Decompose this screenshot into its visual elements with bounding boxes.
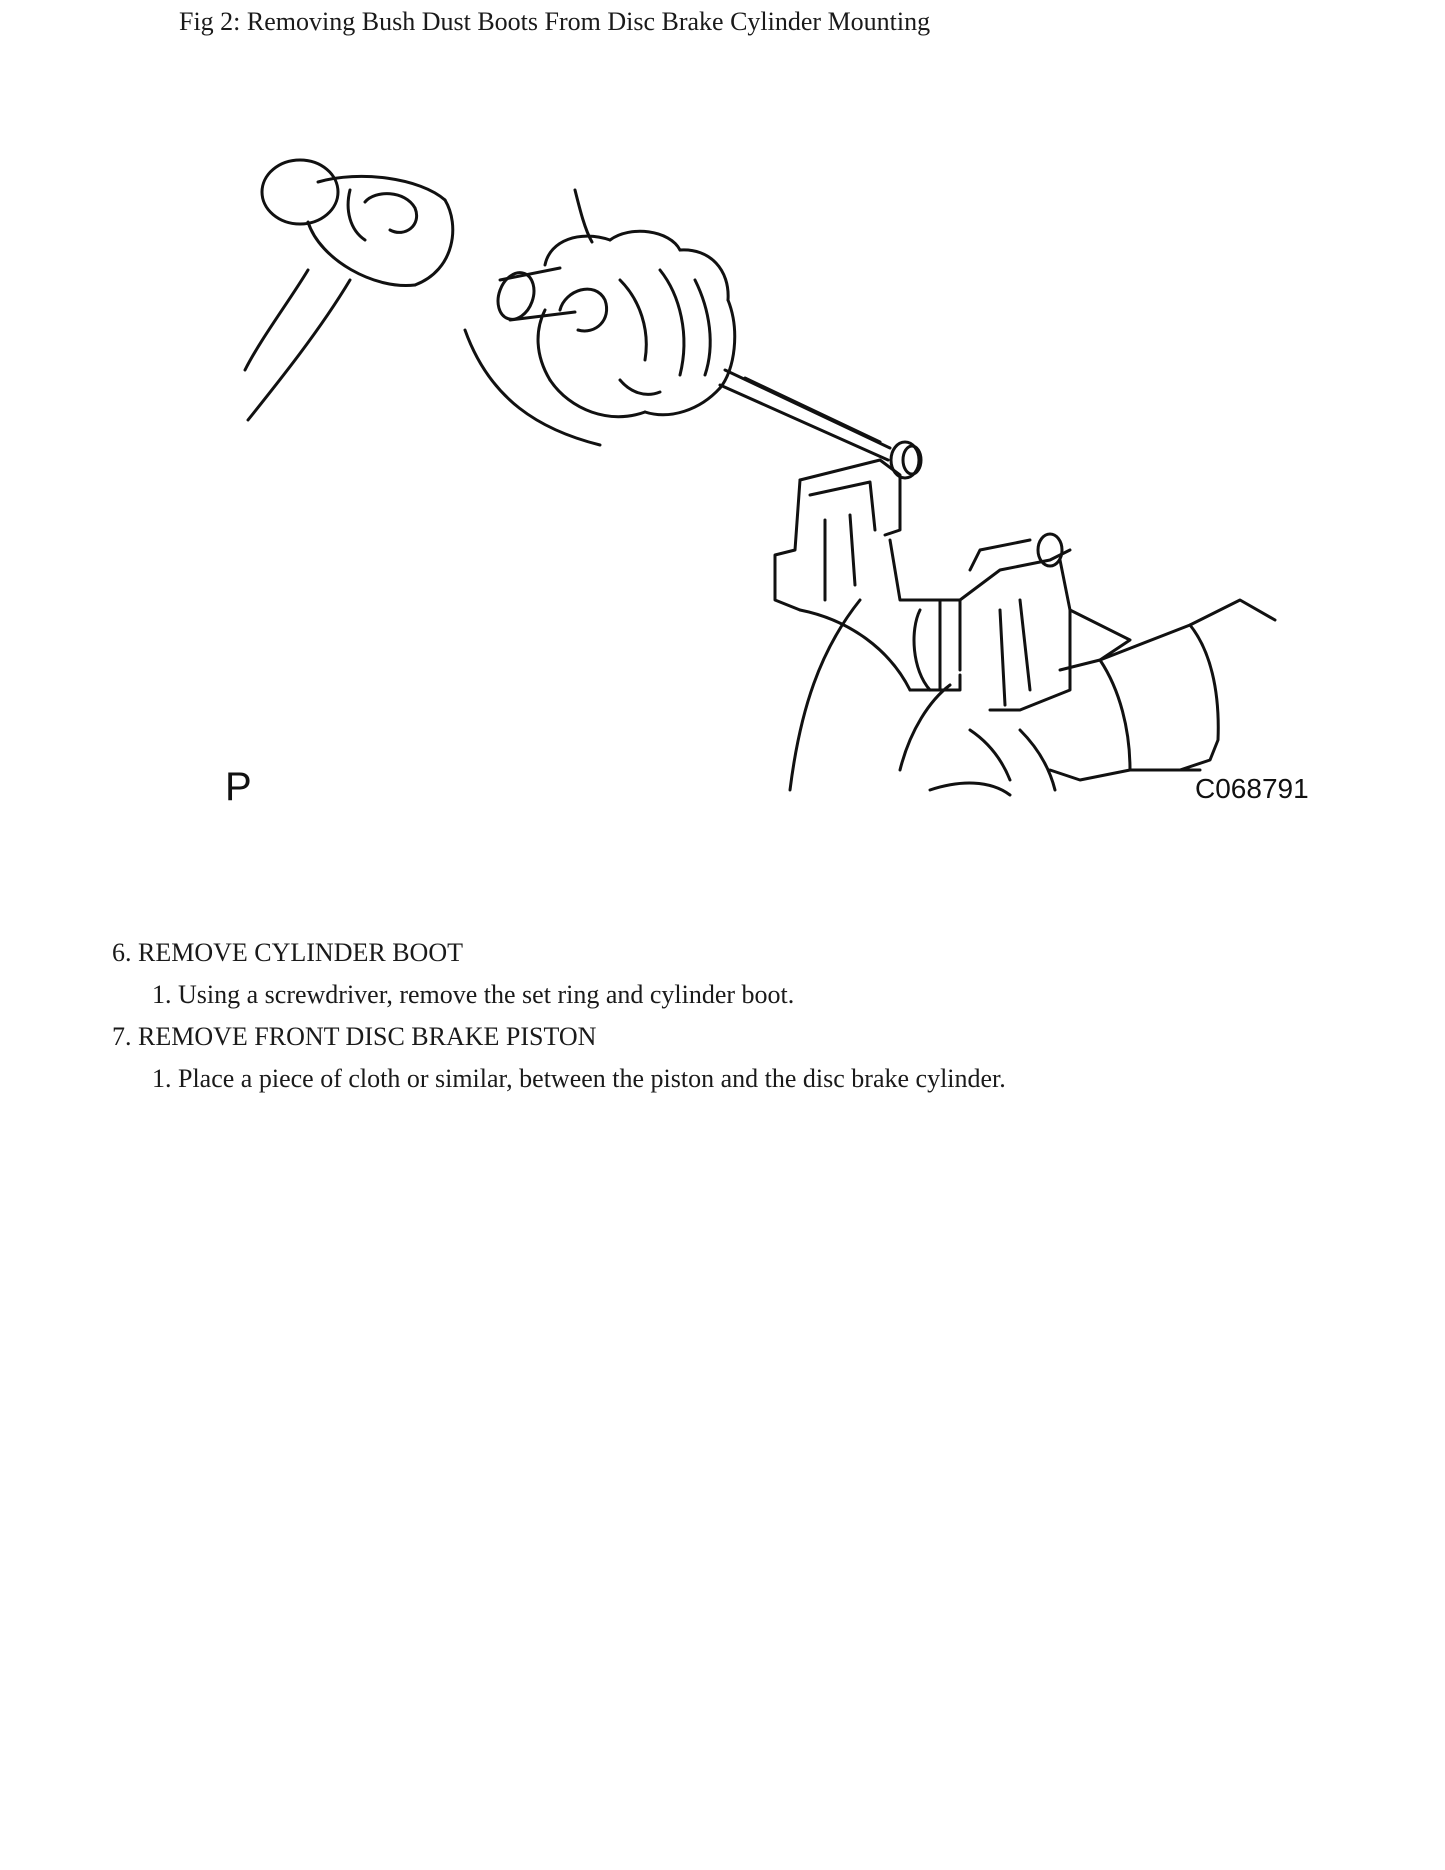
hammer-illustration [245,160,453,420]
substep-text: 1. Using a screwdriver, remove the set ring and cylinder boot. [152,980,795,1009]
step-heading: 6. REMOVE CYLINDER BOOT [112,938,463,967]
hand-illustration [465,190,735,445]
substep-text: 1. Place a piece of cloth or similar, between the piston and the disc brake cylinder. [152,1064,1006,1093]
step-heading: 7. REMOVE FRONT DISC BRAKE PISTON [112,1022,597,1051]
brake-line-drawing [200,130,1330,830]
procedure-steps [112,935,1362,1103]
figure-corner-label: P [225,765,252,809]
figure-code-label: C068791 [1195,773,1309,804]
figure-caption: Fig 2: Removing Bush Dust Boots From Disc Brake Cylinder Mounting [179,7,931,36]
brake-illustration [200,130,1330,830]
caliper-illustration [775,460,1275,795]
screwdriver-illustration [720,370,921,478]
